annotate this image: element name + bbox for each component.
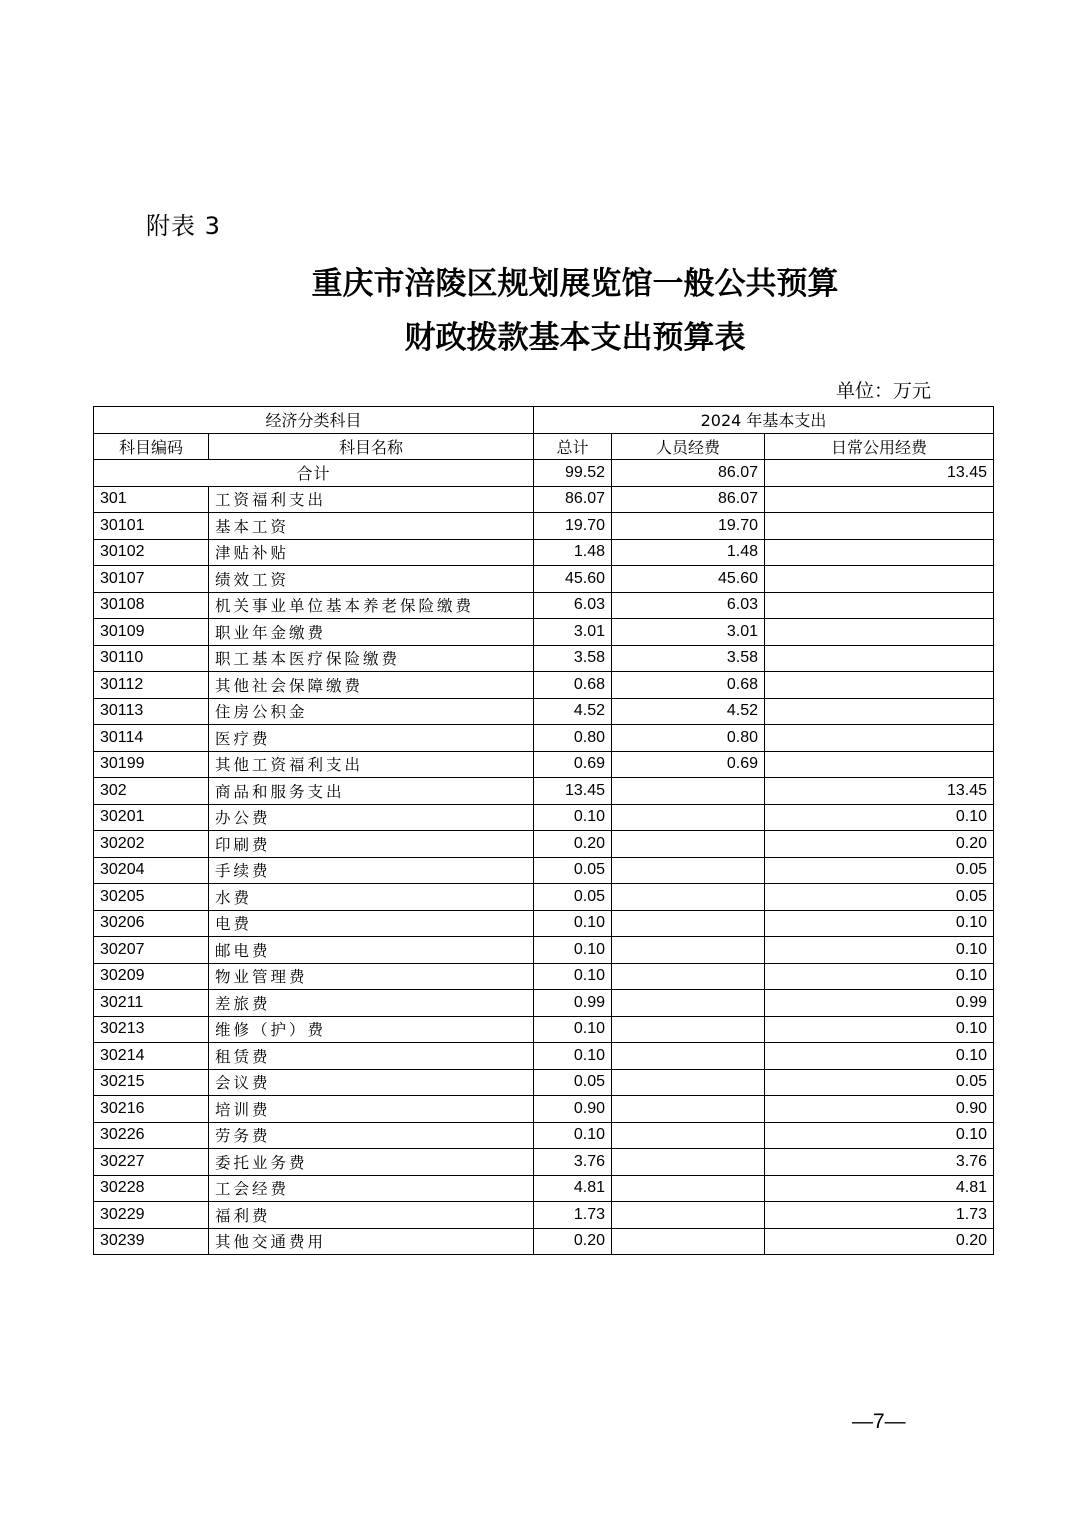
table-row xyxy=(94,804,994,831)
row-code: 30207 xyxy=(94,937,209,964)
row-code: 302 xyxy=(94,778,209,805)
row-public: 0.05 xyxy=(765,884,994,911)
row-personnel: 0.69 xyxy=(612,751,765,778)
row-code: 30110 xyxy=(94,645,209,672)
row-name: 委托业务费 xyxy=(209,1149,534,1176)
row-name: 水费 xyxy=(209,884,534,911)
row-public xyxy=(765,725,994,752)
row-name: 绩效工资 xyxy=(209,566,534,593)
row-personnel xyxy=(612,1228,765,1255)
row-code: 30202 xyxy=(94,831,209,858)
row-name: 商品和服务支出 xyxy=(209,778,534,805)
row-public: 13.45 xyxy=(765,778,994,805)
row-name: 办公费 xyxy=(209,804,534,831)
row-total: 45.60 xyxy=(534,566,612,593)
row-personnel xyxy=(612,1122,765,1149)
row-public: 0.10 xyxy=(765,937,994,964)
row-code: 30101 xyxy=(94,513,209,540)
table-row xyxy=(94,1149,994,1176)
row-public xyxy=(765,513,994,540)
page-title-line1: 重庆市涪陵区规划展览馆一般公共预算 xyxy=(311,266,839,302)
row-name: 工资福利支出 xyxy=(209,486,534,513)
total-row xyxy=(94,460,994,487)
row-personnel xyxy=(612,1175,765,1202)
row-total: 0.05 xyxy=(534,1069,612,1096)
row-total: 13.45 xyxy=(534,778,612,805)
row-personnel xyxy=(612,884,765,911)
page-title-line2: 财政拨款基本支出预算表 xyxy=(404,320,746,356)
row-public: 0.10 xyxy=(765,804,994,831)
row-public: 0.10 xyxy=(765,910,994,937)
row-total: 1.48 xyxy=(534,539,612,566)
row-total: 1.73 xyxy=(534,1202,612,1229)
row-code: 30201 xyxy=(94,804,209,831)
row-code: 301 xyxy=(94,486,209,513)
row-code: 30228 xyxy=(94,1175,209,1202)
row-public xyxy=(765,486,994,513)
table-row xyxy=(94,937,994,964)
row-total: 0.69 xyxy=(534,751,612,778)
row-personnel xyxy=(612,804,765,831)
row-personnel xyxy=(612,857,765,884)
total-label: 合计 xyxy=(94,460,534,487)
row-name: 基本工资 xyxy=(209,513,534,540)
header-code: 科目编码 xyxy=(94,433,209,460)
row-total: 0.99 xyxy=(534,990,612,1017)
table-row xyxy=(94,619,994,646)
row-name: 职工基本医疗保险缴费 xyxy=(209,645,534,672)
row-name: 其他交通费用 xyxy=(209,1228,534,1255)
row-public xyxy=(765,672,994,699)
row-personnel: 86.07 xyxy=(612,486,765,513)
header-personnel: 人员经费 xyxy=(612,433,765,460)
row-total: 0.90 xyxy=(534,1096,612,1123)
row-personnel: 1.48 xyxy=(612,539,765,566)
table-row xyxy=(94,1096,994,1123)
row-total: 4.81 xyxy=(534,1175,612,1202)
row-code: 30215 xyxy=(94,1069,209,1096)
total-total: 99.52 xyxy=(534,460,612,487)
row-name: 邮电费 xyxy=(209,937,534,964)
table-row xyxy=(94,1043,994,1070)
table-row xyxy=(94,539,994,566)
row-name: 会议费 xyxy=(209,1069,534,1096)
row-name: 印刷费 xyxy=(209,831,534,858)
row-total: 3.58 xyxy=(534,645,612,672)
row-personnel: 0.68 xyxy=(612,672,765,699)
row-public: 0.10 xyxy=(765,1122,994,1149)
row-public: 0.90 xyxy=(765,1096,994,1123)
row-name: 其他工资福利支出 xyxy=(209,751,534,778)
table-row xyxy=(94,1122,994,1149)
table-row xyxy=(94,1016,994,1043)
row-code: 30213 xyxy=(94,1016,209,1043)
row-code: 30229 xyxy=(94,1202,209,1229)
row-name: 工会经费 xyxy=(209,1175,534,1202)
row-personnel: 6.03 xyxy=(612,592,765,619)
row-total: 0.80 xyxy=(534,725,612,752)
table-row xyxy=(94,486,994,513)
row-name: 租赁费 xyxy=(209,1043,534,1070)
row-public: 1.73 xyxy=(765,1202,994,1229)
table-row xyxy=(94,566,994,593)
row-personnel xyxy=(612,937,765,964)
table-row xyxy=(94,831,994,858)
row-total: 0.10 xyxy=(534,804,612,831)
row-total: 0.10 xyxy=(534,1122,612,1149)
row-personnel xyxy=(612,778,765,805)
row-name: 其他社会保障缴费 xyxy=(209,672,534,699)
row-total: 0.20 xyxy=(534,1228,612,1255)
row-personnel xyxy=(612,1149,765,1176)
row-public: 0.20 xyxy=(765,831,994,858)
row-code: 30214 xyxy=(94,1043,209,1070)
row-code: 30107 xyxy=(94,566,209,593)
row-code: 30109 xyxy=(94,619,209,646)
header-basic-expenditure: 2024 年基本支出 xyxy=(534,407,994,434)
row-name: 职业年金缴费 xyxy=(209,619,534,646)
row-total: 0.10 xyxy=(534,937,612,964)
row-personnel xyxy=(612,1016,765,1043)
row-total: 0.05 xyxy=(534,884,612,911)
row-personnel xyxy=(612,831,765,858)
row-total: 0.10 xyxy=(534,1043,612,1070)
table-row xyxy=(94,1175,994,1202)
row-name: 住房公积金 xyxy=(209,698,534,725)
row-public: 0.05 xyxy=(765,857,994,884)
row-total: 0.68 xyxy=(534,672,612,699)
row-code: 30102 xyxy=(94,539,209,566)
row-total: 0.10 xyxy=(534,910,612,937)
table-row xyxy=(94,672,994,699)
row-public xyxy=(765,751,994,778)
row-personnel xyxy=(612,1096,765,1123)
row-public: 0.20 xyxy=(765,1228,994,1255)
header-public: 日常公用经费 xyxy=(765,433,994,460)
table-row xyxy=(94,592,994,619)
row-name: 机关事业单位基本养老保险缴费 xyxy=(209,592,534,619)
row-code: 30199 xyxy=(94,751,209,778)
row-total: 86.07 xyxy=(534,486,612,513)
row-name: 维修（护）费 xyxy=(209,1016,534,1043)
table-row xyxy=(94,1069,994,1096)
row-total: 0.20 xyxy=(534,831,612,858)
row-code: 30209 xyxy=(94,963,209,990)
row-code: 30114 xyxy=(94,725,209,752)
table-row xyxy=(94,910,994,937)
row-public: 0.10 xyxy=(765,1016,994,1043)
row-total: 0.10 xyxy=(534,1016,612,1043)
row-personnel xyxy=(612,1069,765,1096)
table-row xyxy=(94,857,994,884)
row-code: 30227 xyxy=(94,1149,209,1176)
row-name: 医疗费 xyxy=(209,725,534,752)
table-row xyxy=(94,884,994,911)
table-row xyxy=(94,645,994,672)
header-name: 科目名称 xyxy=(209,433,534,460)
row-public: 3.76 xyxy=(765,1149,994,1176)
row-total: 6.03 xyxy=(534,592,612,619)
row-public xyxy=(765,645,994,672)
table-row xyxy=(94,513,994,540)
row-code: 30112 xyxy=(94,672,209,699)
total-personnel: 86.07 xyxy=(612,460,765,487)
row-name: 电费 xyxy=(209,910,534,937)
row-public xyxy=(765,566,994,593)
row-personnel xyxy=(612,1043,765,1070)
row-name: 物业管理费 xyxy=(209,963,534,990)
row-name: 手续费 xyxy=(209,857,534,884)
header-column-row xyxy=(94,433,994,460)
row-personnel: 4.52 xyxy=(612,698,765,725)
row-total: 3.76 xyxy=(534,1149,612,1176)
row-public xyxy=(765,539,994,566)
row-public xyxy=(765,619,994,646)
row-public xyxy=(765,698,994,725)
row-personnel: 3.58 xyxy=(612,645,765,672)
row-public: 0.10 xyxy=(765,1043,994,1070)
row-code: 30216 xyxy=(94,1096,209,1123)
row-code: 30211 xyxy=(94,990,209,1017)
row-name: 劳务费 xyxy=(209,1122,534,1149)
row-total: 19.70 xyxy=(534,513,612,540)
row-personnel xyxy=(612,963,765,990)
row-code: 30108 xyxy=(94,592,209,619)
header-economic-classification: 经济分类科目 xyxy=(94,407,534,434)
total-public: 13.45 xyxy=(765,460,994,487)
table-row xyxy=(94,725,994,752)
row-personnel xyxy=(612,1202,765,1229)
table-row xyxy=(94,751,994,778)
row-code: 30113 xyxy=(94,698,209,725)
budget-table xyxy=(93,406,994,1255)
row-code: 30205 xyxy=(94,884,209,911)
table-row xyxy=(94,778,994,805)
unit-label: 单位：万元 xyxy=(836,380,932,402)
row-name: 差旅费 xyxy=(209,990,534,1017)
row-personnel: 3.01 xyxy=(612,619,765,646)
table-row xyxy=(94,1202,994,1229)
row-code: 30206 xyxy=(94,910,209,937)
page-number: —7— xyxy=(852,1410,906,1433)
row-personnel xyxy=(612,990,765,1017)
row-name: 福利费 xyxy=(209,1202,534,1229)
row-total: 0.05 xyxy=(534,857,612,884)
row-code: 30226 xyxy=(94,1122,209,1149)
table-row xyxy=(94,698,994,725)
row-public: 4.81 xyxy=(765,1175,994,1202)
row-public: 0.05 xyxy=(765,1069,994,1096)
header-total: 总计 xyxy=(534,433,612,460)
row-public: 0.99 xyxy=(765,990,994,1017)
row-code: 30204 xyxy=(94,857,209,884)
annex-label: 附表 3 xyxy=(146,212,221,240)
header-group-row xyxy=(94,407,994,434)
row-personnel: 45.60 xyxy=(612,566,765,593)
table-row xyxy=(94,963,994,990)
row-public xyxy=(765,592,994,619)
row-code: 30239 xyxy=(94,1228,209,1255)
row-total: 4.52 xyxy=(534,698,612,725)
row-personnel: 19.70 xyxy=(612,513,765,540)
table-row xyxy=(94,990,994,1017)
row-total: 3.01 xyxy=(534,619,612,646)
table-row xyxy=(94,1228,994,1255)
row-personnel xyxy=(612,910,765,937)
row-personnel: 0.80 xyxy=(612,725,765,752)
row-name: 培训费 xyxy=(209,1096,534,1123)
row-name: 津贴补贴 xyxy=(209,539,534,566)
row-total: 0.10 xyxy=(534,963,612,990)
row-public: 0.10 xyxy=(765,963,994,990)
